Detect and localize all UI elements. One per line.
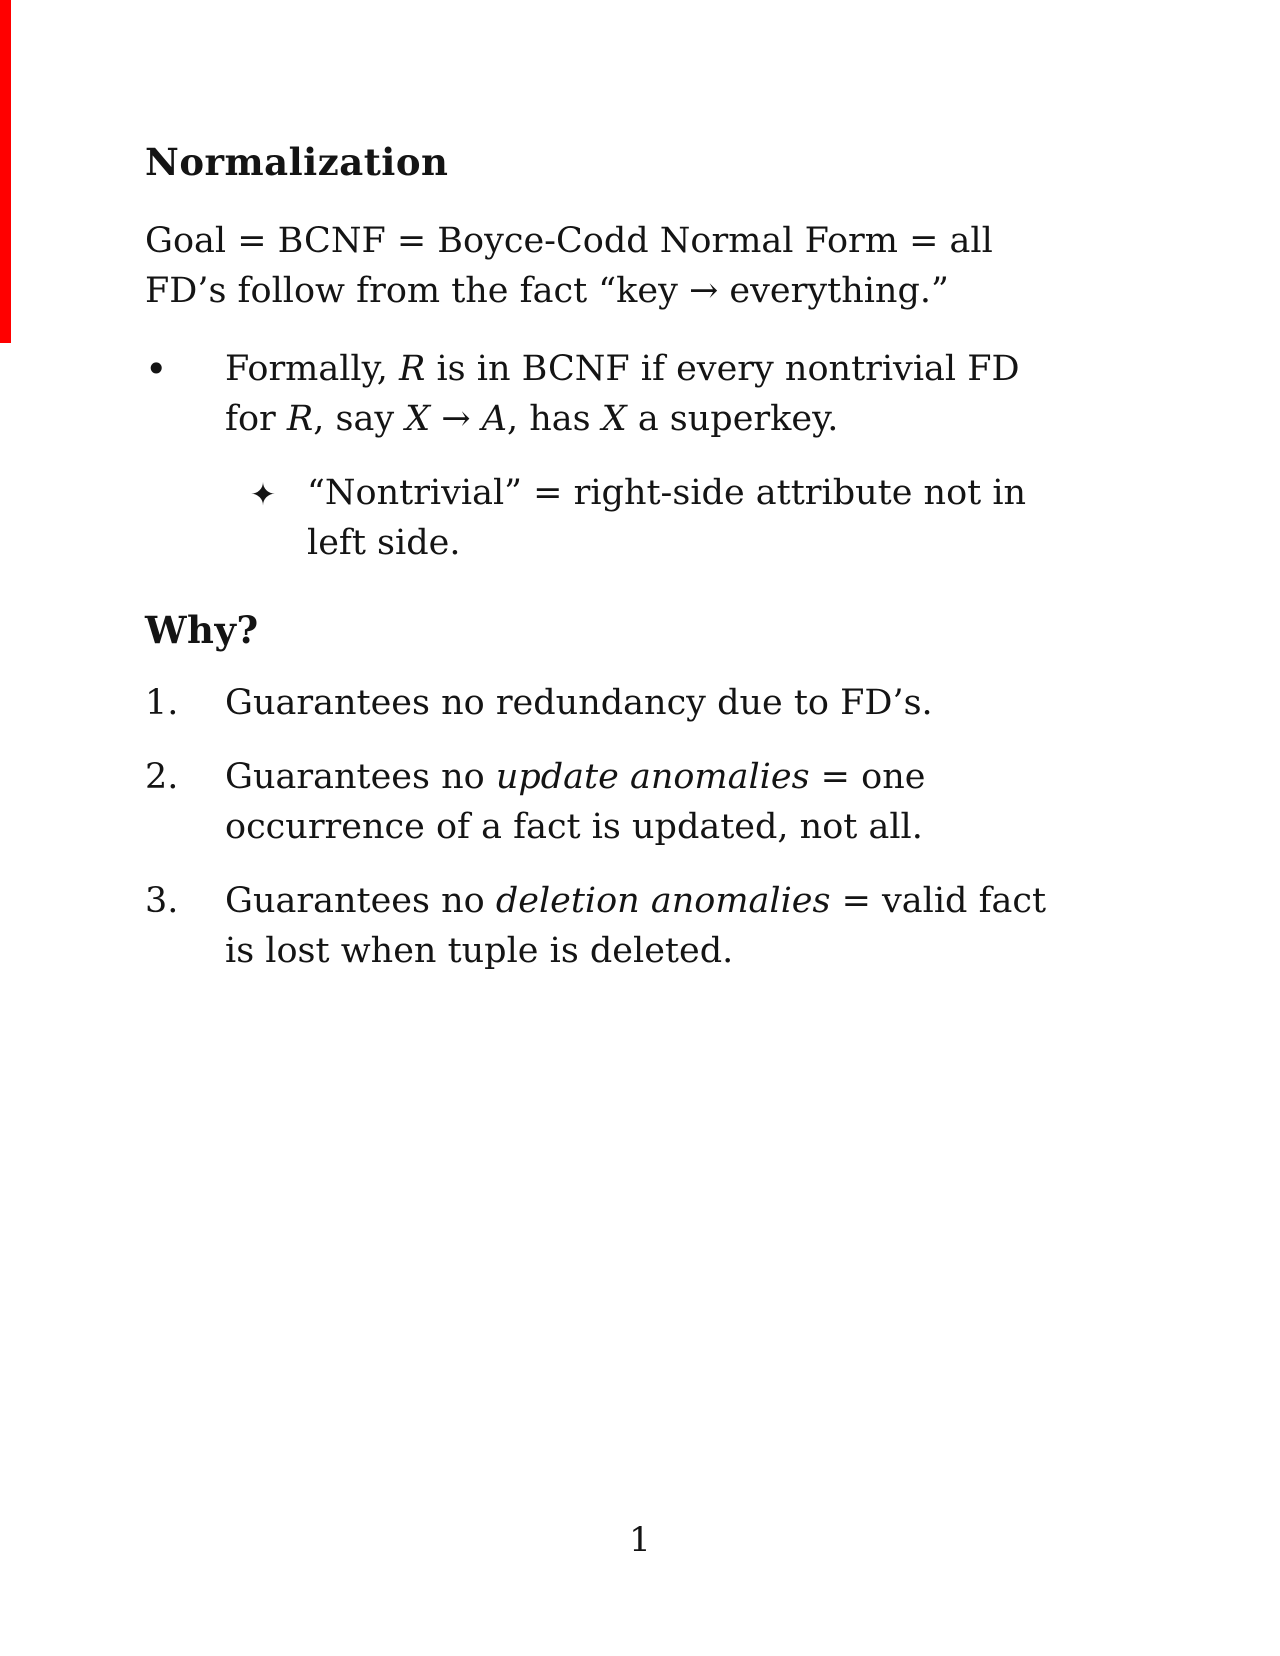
sub-bullet-star-icon: ✦ (250, 477, 276, 513)
document-content (145, 140, 1120, 1000)
item-text: Guarantees no redundancy due to FD’s. (225, 683, 933, 723)
section-title: Normalization (145, 140, 449, 184)
item-number: 2. (145, 757, 179, 797)
page-number: 1 (629, 1520, 651, 1560)
item-number: 1. (145, 683, 179, 723)
list-item (145, 678, 1120, 728)
list-item (145, 876, 1120, 976)
list-item (145, 752, 1120, 852)
item-text: Guarantees no deletion anomalies = valid fact is lost when tuple is deleted. (225, 881, 1047, 971)
intro-paragraph: Goal = BCNF = Boyce-Codd Normal Form = all FD’s follow from the fact “key → everything.” (145, 221, 993, 311)
sub-bullet-item (250, 468, 1120, 568)
item-number: 3. (145, 881, 179, 921)
item-text: Guarantees no update anomalies = one occurrence of a fact is updated, not all. (225, 757, 926, 847)
red-edge-bar (0, 0, 11, 343)
bullet-text: Formally, R is in BCNF if every nontrivial FD for R, say X → A, has X a superkey. (225, 349, 1020, 439)
sub-bullet-text: “Nontrivial” = right-side attribute not in left side. (307, 473, 1027, 563)
bullet-marker: • (145, 347, 168, 391)
why-heading: Why? (145, 608, 259, 652)
bullet-item (145, 344, 1120, 444)
